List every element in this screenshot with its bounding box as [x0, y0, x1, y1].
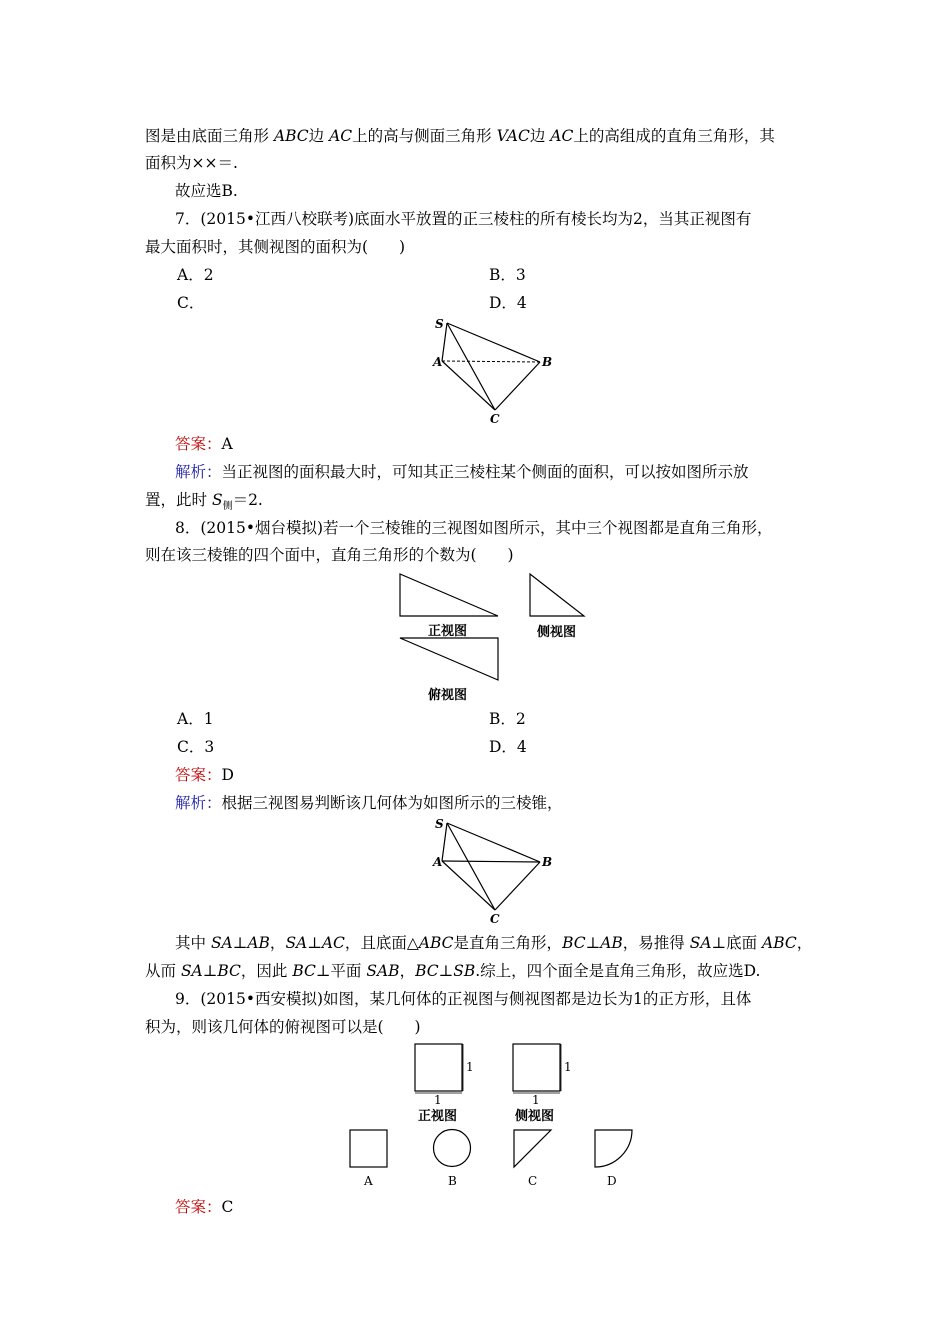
side-view-caption: 侧视图 [537, 625, 577, 640]
option-d: D．4 [489, 294, 527, 312]
question-8-stem: 8．(2015•烟台模拟)若一个三棱锥的三视图如图所示，其中三个视图都是直角三角形， [175, 519, 773, 537]
math: SA [285, 934, 308, 952]
choice-d-quarter-circle [595, 1130, 632, 1167]
math: AC [321, 934, 345, 952]
text: 上的高与侧面三角形 [352, 127, 497, 145]
text: 置，此时 [145, 491, 212, 509]
front-view-caption: 正视图 [428, 624, 468, 639]
text: 边 [529, 127, 551, 145]
option-b: B．2 [489, 710, 526, 728]
text: 边 [308, 127, 330, 145]
math: ABC [762, 934, 797, 952]
answer-value: A [221, 435, 233, 453]
math: S [211, 491, 223, 509]
text-line: 面积为××＝. [145, 154, 238, 172]
math: AC [550, 127, 574, 145]
dimension-label: 1 [564, 1060, 572, 1074]
square-views-figure [405, 1040, 585, 1110]
text: ，易推得 [622, 934, 690, 952]
text: 其中 [175, 934, 211, 952]
answer-line [175, 432, 233, 454]
math: BC [217, 962, 241, 980]
text: ⊥ [585, 934, 601, 952]
text: 是直角三角形， [453, 934, 563, 952]
text: ， [269, 934, 286, 952]
text-line [145, 124, 775, 146]
option-c: C． [177, 294, 205, 312]
text: ⊥ [438, 962, 454, 980]
vertex-b-label: B [542, 355, 553, 369]
front-view-caption: 正视图 [418, 1109, 458, 1124]
text: 上的高组成的直角三角形，其 [573, 127, 775, 145]
explanation-line [175, 791, 563, 813]
vertex-b-label: B [542, 855, 553, 869]
choice-a-label: A [364, 1174, 373, 1188]
text: ⊥ [307, 934, 322, 952]
explanation-line [175, 460, 749, 482]
question-9-stem: 积为，则该几何体的俯视图可以是( ) [145, 1018, 421, 1036]
text: ⊥ [232, 934, 248, 952]
answer-line [175, 763, 234, 785]
math: SA [689, 934, 712, 952]
text: ，且底面△ [344, 934, 419, 952]
explanation-text: 根据三视图易判断该几何体为如图所示的三棱锥， [221, 794, 563, 812]
option-a: A．2 [177, 266, 214, 284]
choice-b-label: B [448, 1174, 457, 1188]
math: SA [180, 962, 203, 980]
top-view-triangle [400, 638, 498, 680]
pyramid-figure [420, 815, 570, 930]
vertex-a-label: A [433, 355, 443, 369]
text: ⊥底面 [711, 934, 763, 952]
text: ， [399, 962, 416, 980]
option-d: D．4 [489, 738, 527, 756]
math: ABC [273, 127, 309, 145]
side-view-square [513, 1044, 560, 1091]
explanation-line [175, 931, 812, 953]
explanation-label: 解析： [175, 463, 222, 481]
front-view-triangle [400, 574, 498, 616]
text-line: 故应选B. [175, 182, 238, 200]
math: SA [210, 934, 233, 952]
choice-b-circle [434, 1130, 471, 1167]
math: SAB [366, 962, 400, 980]
text: ⊥平面 [315, 962, 367, 980]
math: VAC [496, 127, 530, 145]
explanation-text: 当正视图的面积最大时，可知其正三棱柱某个侧面的面积，可以按如图所示放 [221, 463, 749, 481]
explanation-label: 解析： [175, 794, 222, 812]
side-view-caption: 侧视图 [515, 1109, 555, 1124]
answer-value: D [221, 766, 234, 784]
answer-value: C [221, 1198, 234, 1216]
answer-line [175, 1195, 233, 1217]
text: ，因此 [240, 962, 293, 980]
math: SB [453, 962, 476, 980]
math: BC [292, 962, 316, 980]
math: AB [247, 934, 270, 952]
question-9-stem: 9．(2015•西安模拟)如图，某几何体的正视图与侧视图都是边长为1的正方形，且体 [175, 990, 752, 1008]
top-view-caption: 俯视图 [428, 688, 468, 703]
choice-c-triangle [514, 1130, 551, 1167]
vertex-s-label: S [435, 317, 444, 331]
text: ， [796, 934, 813, 952]
top-view-choices [345, 1125, 640, 1195]
question-7-stem: 7．(2015•江西八校联考)底面水平放置的正三棱柱的所有棱长均为2，当其正视图有 [175, 210, 752, 228]
math: BC [562, 934, 586, 952]
choice-d-label: D [607, 1174, 617, 1188]
question-8-stem: 则在该三棱锥的四个面中，直角三角形的个数为( ) [145, 546, 514, 564]
explanation-line [145, 488, 263, 512]
pyramid-figure [420, 315, 570, 430]
option-c: C．3 [177, 738, 215, 756]
vertex-s-label: S [435, 817, 444, 831]
math: AB [600, 934, 623, 952]
math: BC [415, 962, 439, 980]
math: ABC [418, 934, 454, 952]
dimension-label: 1 [466, 1060, 474, 1074]
answer-label: 答案： [175, 766, 222, 784]
text: ＝2. [232, 491, 263, 509]
option-b: B．3 [489, 266, 526, 284]
front-view-square [415, 1044, 462, 1091]
subscript: 侧 [222, 501, 233, 513]
choice-c-label: C [528, 1174, 538, 1188]
text: 从而 [145, 962, 181, 980]
option-a: A．1 [177, 710, 214, 728]
text: ⊥ [202, 962, 218, 980]
dimension-label: 1 [434, 1093, 442, 1107]
math: AC [329, 127, 353, 145]
dimension-label: 1 [532, 1093, 540, 1107]
vertex-c-label: C [490, 912, 500, 926]
choice-a-square [350, 1130, 387, 1167]
explanation-line [145, 959, 760, 981]
side-view-triangle [530, 574, 584, 616]
vertex-c-label: C [490, 412, 500, 426]
text: 图是由底面三角形 [145, 127, 274, 145]
vertex-a-label: A [433, 855, 443, 869]
answer-label: 答案： [175, 435, 222, 453]
question-7-stem: 最大面积时，其侧视图的面积为( ) [145, 238, 406, 256]
answer-label: 答案： [175, 1198, 222, 1216]
text: .综上，四个面全是直角三角形，故应选D. [475, 962, 761, 980]
